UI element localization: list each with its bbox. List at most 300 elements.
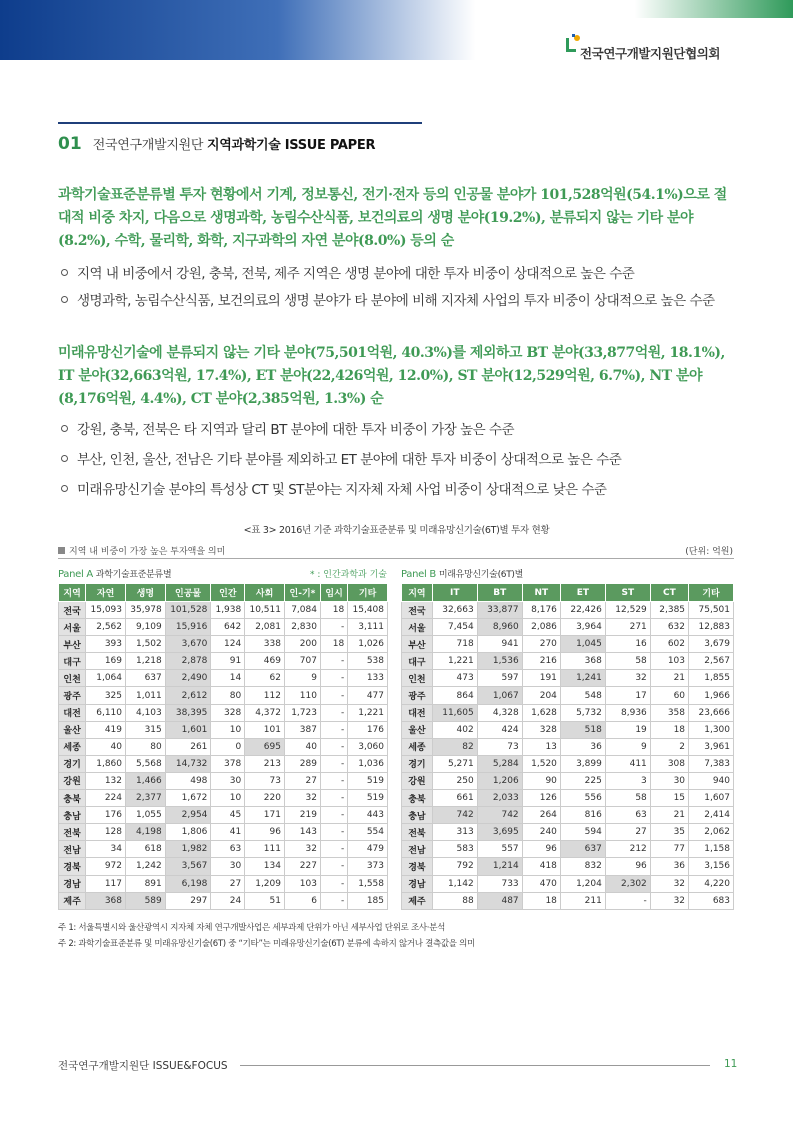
region-cell: 서울: [402, 619, 433, 636]
table-row: [59, 738, 388, 755]
column-header: 생명: [126, 584, 166, 602]
value-cell: 1,628: [522, 704, 560, 721]
value-cell: 200: [284, 636, 320, 653]
value-cell: 589: [126, 892, 166, 909]
value-cell: -: [320, 875, 347, 892]
column-header: ST: [605, 584, 650, 602]
value-cell: 313: [432, 824, 477, 841]
value-cell: 1,204: [560, 875, 605, 892]
value-cell: 602: [650, 636, 688, 653]
value-cell: 5,284: [477, 755, 522, 772]
region-cell: 대구: [402, 653, 433, 670]
value-cell: 90: [522, 772, 560, 789]
value-cell: 393: [86, 636, 126, 653]
value-cell: 597: [477, 670, 522, 687]
column-header: 인-기*: [284, 584, 320, 602]
region-cell: 울산: [59, 721, 86, 738]
value-cell: 6,198: [165, 875, 211, 892]
value-cell: 1,672: [165, 790, 211, 807]
value-cell: 7,084: [284, 602, 320, 619]
value-cell: -: [320, 670, 347, 687]
value-cell: 473: [432, 670, 477, 687]
bullet-item: [58, 478, 748, 498]
value-cell: 21: [650, 670, 688, 687]
value-cell: 96: [605, 858, 650, 875]
value-cell: 63: [605, 807, 650, 824]
value-cell: 368: [86, 892, 126, 909]
value-cell: 3,670: [165, 636, 211, 653]
table-header-row: [59, 584, 388, 602]
section-title-bold: 지역과학기술 ISSUE PAPER: [206, 138, 376, 153]
value-cell: 792: [432, 858, 477, 875]
region-cell: 경기: [59, 755, 86, 772]
value-cell: 250: [432, 772, 477, 789]
value-cell: 1,241: [560, 670, 605, 687]
value-cell: 88: [432, 892, 477, 909]
value-cell: 1,142: [432, 875, 477, 892]
value-cell: 2,377: [126, 790, 166, 807]
value-cell: 132: [86, 772, 126, 789]
value-cell: 5,568: [126, 755, 166, 772]
value-cell: 80: [126, 738, 166, 755]
region-cell: 경북: [402, 858, 433, 875]
bullet-text: 부산, 인천, 울산, 전남은 기타 분야를 제외하고 ET 분야에 대한 투자 비중이 상대적으로 높은 수준: [77, 452, 622, 468]
divider: [58, 558, 734, 559]
region-cell: 전국: [402, 602, 433, 619]
value-cell: 19: [605, 721, 650, 738]
value-cell: 185: [348, 892, 388, 909]
value-cell: 73: [477, 738, 522, 755]
value-cell: 519: [348, 772, 388, 789]
region-cell: 경기: [402, 755, 433, 772]
value-cell: 101: [245, 721, 285, 738]
value-cell: 2,414: [689, 807, 734, 824]
value-cell: 18: [320, 636, 347, 653]
value-cell: 45: [211, 807, 245, 824]
value-cell: 32,663: [432, 602, 477, 619]
bullet-item: [58, 289, 748, 309]
table-row: [402, 721, 734, 738]
value-cell: 338: [245, 636, 285, 653]
value-cell: 18: [320, 602, 347, 619]
value-cell: 240: [522, 824, 560, 841]
value-cell: -: [320, 858, 347, 875]
value-cell: 10: [211, 790, 245, 807]
region-cell: 대전: [59, 704, 86, 721]
value-cell: 3,961: [689, 738, 734, 755]
value-cell: 8,960: [477, 619, 522, 636]
value-cell: 556: [560, 790, 605, 807]
table-row: [402, 738, 734, 755]
value-cell: 24: [211, 892, 245, 909]
value-cell: 2,830: [284, 619, 320, 636]
value-cell: 271: [605, 619, 650, 636]
column-header: 자연: [86, 584, 126, 602]
value-cell: 35,978: [126, 602, 166, 619]
region-cell: 전국: [59, 602, 86, 619]
value-cell: 18: [650, 721, 688, 738]
value-cell: 91: [211, 653, 245, 670]
table-row: [402, 687, 734, 704]
value-cell: 17: [605, 687, 650, 704]
value-cell: 134: [245, 858, 285, 875]
region-cell: 전북: [59, 824, 86, 841]
value-cell: 742: [432, 807, 477, 824]
value-cell: 9,109: [126, 619, 166, 636]
column-header: 기타: [348, 584, 388, 602]
value-cell: 80: [211, 687, 245, 704]
value-cell: 2,086: [522, 619, 560, 636]
value-cell: 816: [560, 807, 605, 824]
value-cell: 30: [211, 858, 245, 875]
value-cell: -: [320, 704, 347, 721]
value-cell: 637: [126, 670, 166, 687]
value-cell: 51: [245, 892, 285, 909]
value-cell: 27: [211, 875, 245, 892]
value-cell: 2,878: [165, 653, 211, 670]
value-cell: 3,111: [348, 619, 388, 636]
region-cell: 충북: [402, 790, 433, 807]
value-cell: 15,093: [86, 602, 126, 619]
value-cell: 308: [650, 755, 688, 772]
column-header: IT: [432, 584, 477, 602]
value-cell: 15,916: [165, 619, 211, 636]
value-cell: 77: [650, 841, 688, 858]
table-row: [402, 602, 734, 619]
value-cell: 15,408: [348, 602, 388, 619]
value-cell: 103: [650, 653, 688, 670]
column-header: 인공물: [165, 584, 211, 602]
table-row: [59, 790, 388, 807]
value-cell: 864: [432, 687, 477, 704]
value-cell: 13: [522, 738, 560, 755]
value-cell: 479: [348, 841, 388, 858]
value-cell: 4,198: [126, 824, 166, 841]
value-cell: 41: [211, 824, 245, 841]
value-cell: 143: [284, 824, 320, 841]
value-cell: 10,511: [245, 602, 285, 619]
table-row: [402, 858, 734, 875]
value-cell: 411: [605, 755, 650, 772]
value-cell: 8,176: [522, 602, 560, 619]
value-cell: 4,328: [477, 704, 522, 721]
value-cell: 2,062: [689, 824, 734, 841]
value-cell: 63: [211, 841, 245, 858]
value-cell: -: [320, 721, 347, 738]
value-cell: 470: [522, 875, 560, 892]
table-notes: [58, 920, 475, 952]
table-row: [59, 687, 388, 704]
table-row: [402, 841, 734, 858]
value-cell: 289: [284, 755, 320, 772]
table-row: [59, 636, 388, 653]
value-cell: 2,612: [165, 687, 211, 704]
footnote-star: * : 인간과학과 기술: [310, 570, 387, 580]
note-1: 주 1: 서울특별시와 울산광역시 지자체 자체 연구개발사업은 세부과제 단위가 아닌 세부사업 단위로 조사·분석: [58, 923, 445, 933]
value-cell: 5,271: [432, 755, 477, 772]
table-row: [402, 807, 734, 824]
value-cell: 328: [211, 704, 245, 721]
value-cell: 1,860: [86, 755, 126, 772]
value-cell: 2,302: [605, 875, 650, 892]
panel-b-title: [401, 567, 523, 580]
bullet-text: 강원, 충북, 전북은 타 지역과 달리 BT 분야에 대한 투자 비중이 가장 높은 수준: [77, 422, 515, 438]
value-cell: 14,732: [165, 755, 211, 772]
table-row: [402, 772, 734, 789]
value-cell: 469: [245, 653, 285, 670]
panel-b-label: Panel B: [401, 569, 436, 580]
region-cell: 대구: [59, 653, 86, 670]
value-cell: 30: [650, 772, 688, 789]
value-cell: 264: [522, 807, 560, 824]
footer-divider: [240, 1065, 710, 1066]
value-cell: 4,372: [245, 704, 285, 721]
value-cell: 112: [245, 687, 285, 704]
note-2: 주 2: 과학기술표준분류 및 미래유망신기술(6T) 중 “기타”는 미래유망신기술(6T) 분류에 속하지 않거나 결측값을 의미: [58, 939, 475, 949]
value-cell: 2,562: [86, 619, 126, 636]
value-cell: 972: [86, 858, 126, 875]
value-cell: 733: [477, 875, 522, 892]
section-org: 전국연구개발지원단: [92, 138, 204, 153]
value-cell: 3,060: [348, 738, 388, 755]
value-cell: -: [320, 841, 347, 858]
value-cell: 1,242: [126, 858, 166, 875]
value-cell: -: [320, 790, 347, 807]
bullet-text: 미래유망신기술 분야의 특성상 CT 및 ST분야는 지자체 자체 사업 비중이 상대적으로 낮은 수준: [77, 482, 607, 498]
value-cell: 1,206: [477, 772, 522, 789]
table-header-row: [402, 584, 734, 602]
table-unit: (단위: 억원): [685, 547, 733, 557]
value-cell: 58: [605, 653, 650, 670]
value-cell: 1,218: [126, 653, 166, 670]
value-cell: 176: [348, 721, 388, 738]
value-cell: 27: [605, 824, 650, 841]
region-cell: 전남: [402, 841, 433, 858]
value-cell: 9: [605, 738, 650, 755]
value-cell: 22,426: [560, 602, 605, 619]
value-cell: 742: [477, 807, 522, 824]
value-cell: 3,679: [689, 636, 734, 653]
bullet-circle-icon: [61, 269, 68, 276]
value-cell: 1,055: [126, 807, 166, 824]
value-cell: 225: [560, 772, 605, 789]
value-cell: 1,036: [348, 755, 388, 772]
value-cell: 220: [245, 790, 285, 807]
value-cell: 940: [689, 772, 734, 789]
value-cell: 4,103: [126, 704, 166, 721]
value-cell: 126: [522, 790, 560, 807]
value-cell: 3,899: [560, 755, 605, 772]
region-cell: 인천: [59, 670, 86, 687]
value-cell: 270: [522, 636, 560, 653]
value-cell: 12,529: [605, 602, 650, 619]
value-cell: 133: [348, 670, 388, 687]
value-cell: 2,490: [165, 670, 211, 687]
table-row: [59, 824, 388, 841]
value-cell: 35: [650, 824, 688, 841]
value-cell: 16: [605, 636, 650, 653]
value-cell: 358: [650, 704, 688, 721]
value-cell: 176: [86, 807, 126, 824]
region-cell: 서울: [59, 619, 86, 636]
region-cell: 경남: [59, 875, 86, 892]
footer-title: 전국연구개발지원단 ISSUE&FOCUS: [58, 1060, 228, 1072]
value-cell: 2,081: [245, 619, 285, 636]
value-cell: 212: [605, 841, 650, 858]
column-header: NT: [522, 584, 560, 602]
value-cell: 124: [211, 636, 245, 653]
table-row: [59, 670, 388, 687]
value-cell: 1,520: [522, 755, 560, 772]
region-cell: 경북: [59, 858, 86, 875]
value-cell: 38,395: [165, 704, 211, 721]
value-cell: 101,528: [165, 602, 211, 619]
value-cell: 3,964: [560, 619, 605, 636]
value-cell: 213: [245, 755, 285, 772]
bullet-circle-icon: [61, 425, 68, 432]
column-header: 임시: [320, 584, 347, 602]
panel-a-title: [58, 567, 171, 580]
legend-text: 지역 내 비중이 가장 높은 투자액을 의미: [69, 547, 226, 557]
column-header: BT: [477, 584, 522, 602]
table-caption: <표 3> 2016년 기준 과학기술표준분류 및 미래유망신기술(6T)별 투자 현황: [243, 525, 550, 536]
region-cell: 충북: [59, 790, 86, 807]
value-cell: -: [320, 807, 347, 824]
column-header: 지역: [59, 584, 86, 602]
value-cell: -: [320, 755, 347, 772]
region-cell: 인천: [402, 670, 433, 687]
bullet-text: 지역 내 비중에서 강원, 충북, 전북, 제주 지역은 생명 분야에 대한 투자 비중이 상대적으로 높은 수준: [77, 266, 635, 282]
value-cell: 1,855: [689, 670, 734, 687]
table-row: [59, 721, 388, 738]
value-cell: 538: [348, 653, 388, 670]
value-cell: 15: [650, 790, 688, 807]
value-cell: 554: [348, 824, 388, 841]
value-cell: 224: [86, 790, 126, 807]
table-row: [59, 841, 388, 858]
region-cell: 세종: [402, 738, 433, 755]
value-cell: 378: [211, 755, 245, 772]
region-cell: 전남: [59, 841, 86, 858]
value-cell: 1,221: [432, 653, 477, 670]
column-header: 기타: [689, 584, 734, 602]
table-row: [402, 653, 734, 670]
summary-paragraph-2: 미래유망신기술에 분류되지 않는 기타 분야(75,501억원, 40.3%)를 제외하고 BT 분야(33,877억원, 18.1%), IT 분야(32,663억원, 17.4%), ET 분야(22,426억원, 12.0%), ST 분야(12,529억원, 6.7%), NT 분야(8,176억원, 4.4%), CT 분야(2,385억원, 1.3%) 순: [58, 345, 725, 407]
value-cell: 1,158: [689, 841, 734, 858]
value-cell: 58: [605, 790, 650, 807]
value-cell: 4,220: [689, 875, 734, 892]
table-row: [402, 704, 734, 721]
value-cell: 519: [348, 790, 388, 807]
value-cell: -: [605, 892, 650, 909]
value-cell: 75,501: [689, 602, 734, 619]
column-header: ET: [560, 584, 605, 602]
value-cell: -: [320, 892, 347, 909]
panel-b-subtitle: 미래유망신기술(6T)별: [438, 570, 524, 580]
value-cell: 618: [126, 841, 166, 858]
page-number: 11: [724, 1058, 738, 1070]
value-cell: 117: [86, 875, 126, 892]
value-cell: 40: [284, 738, 320, 755]
value-cell: 594: [560, 824, 605, 841]
value-cell: 1,723: [284, 704, 320, 721]
value-cell: 73: [245, 772, 285, 789]
value-cell: 110: [284, 687, 320, 704]
value-cell: 477: [348, 687, 388, 704]
value-cell: 642: [211, 619, 245, 636]
value-cell: 637: [560, 841, 605, 858]
value-cell: 32: [605, 670, 650, 687]
region-cell: 충남: [402, 807, 433, 824]
region-cell: 광주: [59, 687, 86, 704]
value-cell: 96: [522, 841, 560, 858]
value-cell: 718: [432, 636, 477, 653]
table-row: [59, 704, 388, 721]
value-cell: 1,209: [245, 875, 285, 892]
table-row: [59, 653, 388, 670]
value-cell: -: [320, 653, 347, 670]
value-cell: 96: [245, 824, 285, 841]
value-cell: 1,938: [211, 602, 245, 619]
value-cell: 227: [284, 858, 320, 875]
table-row: [402, 875, 734, 892]
section-number: 01: [58, 134, 82, 154]
value-cell: -: [320, 619, 347, 636]
value-cell: 1,045: [560, 636, 605, 653]
table-row: [402, 755, 734, 772]
value-cell: 60: [650, 687, 688, 704]
value-cell: 325: [86, 687, 126, 704]
value-cell: 2,954: [165, 807, 211, 824]
column-header: CT: [650, 584, 688, 602]
value-cell: 373: [348, 858, 388, 875]
value-cell: 204: [522, 687, 560, 704]
bullet-circle-icon: [61, 455, 68, 462]
table-row: [402, 619, 734, 636]
value-cell: 62: [245, 670, 285, 687]
table-row: [402, 892, 734, 909]
value-cell: 36: [650, 858, 688, 875]
value-cell: 661: [432, 790, 477, 807]
bullet-text: 생명과학, 농림수산식품, 보건의료의 생명 분야가 타 분야에 비해 지자체 사업의 투자 비중이 상대적으로 높은 수준: [77, 293, 715, 309]
value-cell: 557: [477, 841, 522, 858]
table-row: [59, 755, 388, 772]
region-cell: 강원: [402, 772, 433, 789]
value-cell: 33,877: [477, 602, 522, 619]
region-cell: 울산: [402, 721, 433, 738]
table-row: [59, 807, 388, 824]
value-cell: 9: [284, 670, 320, 687]
value-cell: -: [320, 738, 347, 755]
value-cell: 2,567: [689, 653, 734, 670]
value-cell: 21: [650, 807, 688, 824]
value-cell: 7,454: [432, 619, 477, 636]
value-cell: 0: [211, 738, 245, 755]
column-header: 지역: [402, 584, 433, 602]
value-cell: 1,064: [86, 670, 126, 687]
value-cell: 1,026: [348, 636, 388, 653]
value-cell: 368: [560, 653, 605, 670]
legend-square-icon: [58, 547, 65, 554]
value-cell: 443: [348, 807, 388, 824]
value-cell: 12,883: [689, 619, 734, 636]
column-header: 사회: [245, 584, 285, 602]
table-row: [59, 602, 388, 619]
region-cell: 강원: [59, 772, 86, 789]
value-cell: 3,567: [165, 858, 211, 875]
table-row: [59, 858, 388, 875]
value-cell: 695: [245, 738, 285, 755]
